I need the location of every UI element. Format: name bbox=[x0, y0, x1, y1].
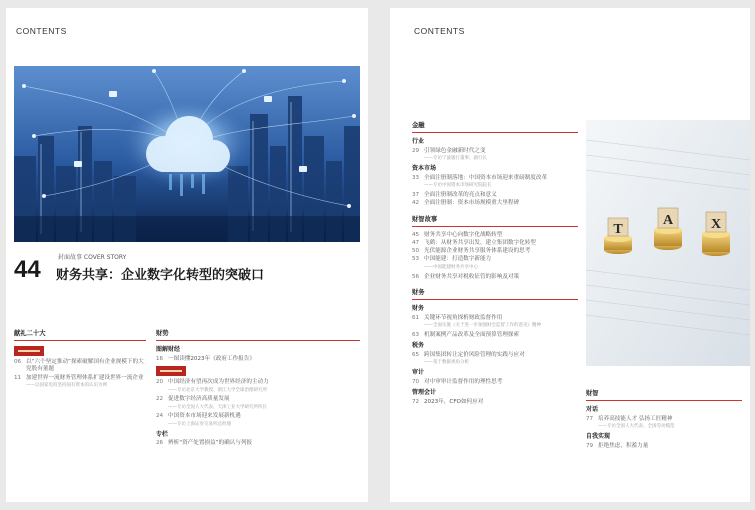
section-title: 财智故事 bbox=[412, 216, 578, 227]
toc-page: 42 bbox=[412, 200, 420, 207]
subsection-title: 自我实现 bbox=[586, 433, 611, 441]
tax-photo bbox=[586, 120, 750, 366]
toc-item[interactable] bbox=[14, 375, 146, 382]
toc-page: 50 bbox=[412, 248, 420, 255]
toc-item[interactable] bbox=[156, 379, 360, 386]
subsection-title: 财务 bbox=[412, 305, 425, 313]
toc-title: 对中审审计监督作用的理性思考 bbox=[424, 378, 503, 385]
toc-page: 29 bbox=[412, 147, 420, 154]
toc-page: 06 bbox=[14, 359, 22, 366]
toc-page: 53 bbox=[412, 256, 420, 263]
toc-title: 全面注册制落地：中国资本市场迎来重磅制度改革 bbox=[424, 174, 548, 181]
toc-title: 2023年，CFO如何应对 bbox=[424, 398, 484, 405]
toc-item[interactable] bbox=[412, 399, 578, 406]
toc-note: ——专访上海证券交易所总经理 bbox=[168, 421, 231, 427]
toc-title: 关键环节视角探析财政监督作用 bbox=[424, 314, 503, 321]
section-title: 献礼二十大 bbox=[14, 330, 146, 341]
toc-page: 24 bbox=[156, 413, 164, 420]
toc-title: 一图读懂2023年《政府工作报告》 bbox=[168, 355, 255, 362]
toc-note: ——以国家电投坚持国有资本的认识为例 bbox=[26, 382, 107, 388]
toc-page: 79 bbox=[586, 442, 594, 449]
toc-page: 77 bbox=[586, 415, 594, 422]
toc-item[interactable] bbox=[412, 315, 578, 322]
toc-page: 70 bbox=[412, 378, 420, 385]
section-title: 财智 bbox=[586, 390, 742, 401]
section-title: 金融 bbox=[412, 122, 578, 133]
toc-item[interactable] bbox=[156, 356, 360, 363]
toc-title: 跨国集团转让定价风险管理的实践与应对 bbox=[424, 352, 525, 358]
subsection-title: 资本市场 bbox=[412, 165, 437, 173]
toc-item[interactable] bbox=[586, 443, 742, 450]
toc-item[interactable] bbox=[412, 175, 578, 182]
toc-page: 11 bbox=[14, 374, 22, 381]
toc-note: ——专访北京大学教授、浙江大学全球治理研究所 bbox=[168, 387, 267, 393]
toc-note: ——中国能建财务共享中心 bbox=[424, 264, 478, 270]
toc-item[interactable] bbox=[412, 192, 578, 199]
section-title: 财务 bbox=[412, 289, 578, 300]
toc-note: ——基于数据视角分析 bbox=[424, 360, 469, 366]
toc-page: 72 bbox=[412, 398, 420, 405]
toc-page: 65 bbox=[412, 352, 420, 358]
tax-letter: X bbox=[710, 217, 722, 232]
toc-note: ——专访宁波银行董事、副行长 bbox=[424, 156, 487, 162]
subsection-title: 图解财经 bbox=[156, 346, 181, 354]
toc-page: 16 bbox=[156, 355, 164, 362]
toc-title: 中国资本市场迎来发展新机遇 bbox=[168, 413, 241, 420]
right-page bbox=[390, 8, 750, 502]
toc-page: 45 bbox=[412, 231, 420, 238]
tribute-banner-logo bbox=[156, 366, 186, 376]
toc-column bbox=[412, 122, 578, 407]
toc-title: 机制案例产品改革及全面预算管理探索 bbox=[424, 331, 520, 338]
subsection-title: 对话 bbox=[586, 406, 599, 414]
toc-title: 企业财务共享对税收征管的影响及对策 bbox=[424, 273, 520, 280]
toc-item[interactable] bbox=[412, 232, 578, 239]
toc-item[interactable] bbox=[412, 256, 578, 263]
toc-item[interactable] bbox=[156, 396, 360, 403]
toc-page: 26 bbox=[156, 440, 164, 447]
cover-title: 财务共享：企业数字化转型的突破口 bbox=[56, 268, 265, 283]
toc-page: 61 bbox=[412, 314, 420, 321]
toc-page: 47 bbox=[412, 239, 420, 246]
left-page bbox=[6, 8, 368, 502]
toc-item[interactable] bbox=[412, 248, 578, 255]
toc-title: 促进数字经济高质量发展 bbox=[168, 396, 230, 403]
contents-heading: CONTENTS bbox=[414, 26, 465, 36]
subsection-title: 专栏 bbox=[156, 430, 169, 438]
toc-item[interactable] bbox=[412, 240, 578, 247]
toc-item[interactable] bbox=[412, 379, 578, 386]
cover-page-number: 44 bbox=[14, 256, 41, 283]
toc-title: 飞鹤：从财务共享出发，建立集团数字化转型 bbox=[424, 239, 536, 246]
tax-letter: A bbox=[662, 213, 674, 228]
section-caishi bbox=[156, 330, 360, 449]
subsection-title: 审计 bbox=[412, 369, 425, 377]
toc-item[interactable] bbox=[156, 413, 360, 420]
toc-note: ——全面实施《关于进一步加强财会监督工作的意见》精神 bbox=[424, 323, 541, 329]
toc-item[interactable] bbox=[156, 440, 360, 447]
toc-note: ——专访全国人大代表、全国劳动模范 bbox=[598, 424, 675, 430]
section-title: 财势 bbox=[156, 330, 360, 341]
cover-story-tag: 封面故事 COVER STORY bbox=[58, 254, 127, 261]
subsection-title: 管理会计 bbox=[412, 389, 437, 397]
toc-item[interactable] bbox=[412, 274, 578, 281]
toc-page: 56 bbox=[412, 273, 420, 280]
toc-item[interactable] bbox=[586, 416, 742, 423]
toc-title: 全面注册制：资本市场规模重大里程碑 bbox=[424, 200, 520, 207]
toc-page: 37 bbox=[412, 191, 420, 198]
toc-note: ——专访全国人大代表、天津工业大学研究所所长 bbox=[168, 404, 267, 410]
toc-item[interactable] bbox=[412, 352, 578, 359]
toc-page: 20 bbox=[156, 379, 164, 386]
toc-title: 引领绿色金融新时代之变 bbox=[424, 147, 486, 154]
toc-title: 中国经济有望再次成为世界经济的主动力 bbox=[168, 379, 269, 386]
toc-title: 辨析“资产处置损益”的确认与列报 bbox=[168, 440, 253, 447]
toc-title: 中国能建：打造数字新能力 bbox=[424, 256, 492, 263]
section-tribute bbox=[14, 330, 146, 392]
toc-title: 加建世界一流财务管理体系扩建设世界一流企业 bbox=[26, 374, 144, 381]
toc-page: 22 bbox=[156, 396, 164, 403]
tax-letter: T bbox=[613, 222, 623, 237]
toc-title: 光伏能源企业财务共享服务体系建设的思考 bbox=[424, 248, 531, 255]
toc-item[interactable] bbox=[412, 332, 578, 339]
subsection-title: 税务 bbox=[412, 342, 425, 350]
tribute-banner-logo bbox=[14, 346, 44, 356]
subsection-title: 行业 bbox=[412, 138, 425, 146]
contents-heading: CONTENTS bbox=[16, 26, 67, 36]
toc-title: 财务共享中心向数字化战略转型 bbox=[424, 231, 503, 238]
toc-title: 拒绝焦虑，积蓄力量 bbox=[598, 442, 649, 449]
toc-page: 63 bbox=[412, 331, 420, 338]
toc-title: 以“六个坚定推动”探索破解国有企业规模下的大党股有董题 bbox=[26, 359, 144, 373]
cover-image bbox=[14, 66, 360, 242]
toc-item[interactable] bbox=[412, 200, 578, 207]
section-caizhi bbox=[586, 390, 742, 451]
toc-item[interactable] bbox=[14, 359, 146, 374]
toc-title: 培养高技能人才 弘扬工匠精神 bbox=[598, 415, 673, 422]
toc-page: 33 bbox=[412, 174, 420, 181]
toc-note: ——专访中国资本市场研究院院长 bbox=[424, 183, 492, 189]
toc-item[interactable] bbox=[412, 148, 578, 155]
toc-title: 全面注册制改革的亮点和意义 bbox=[424, 191, 497, 198]
